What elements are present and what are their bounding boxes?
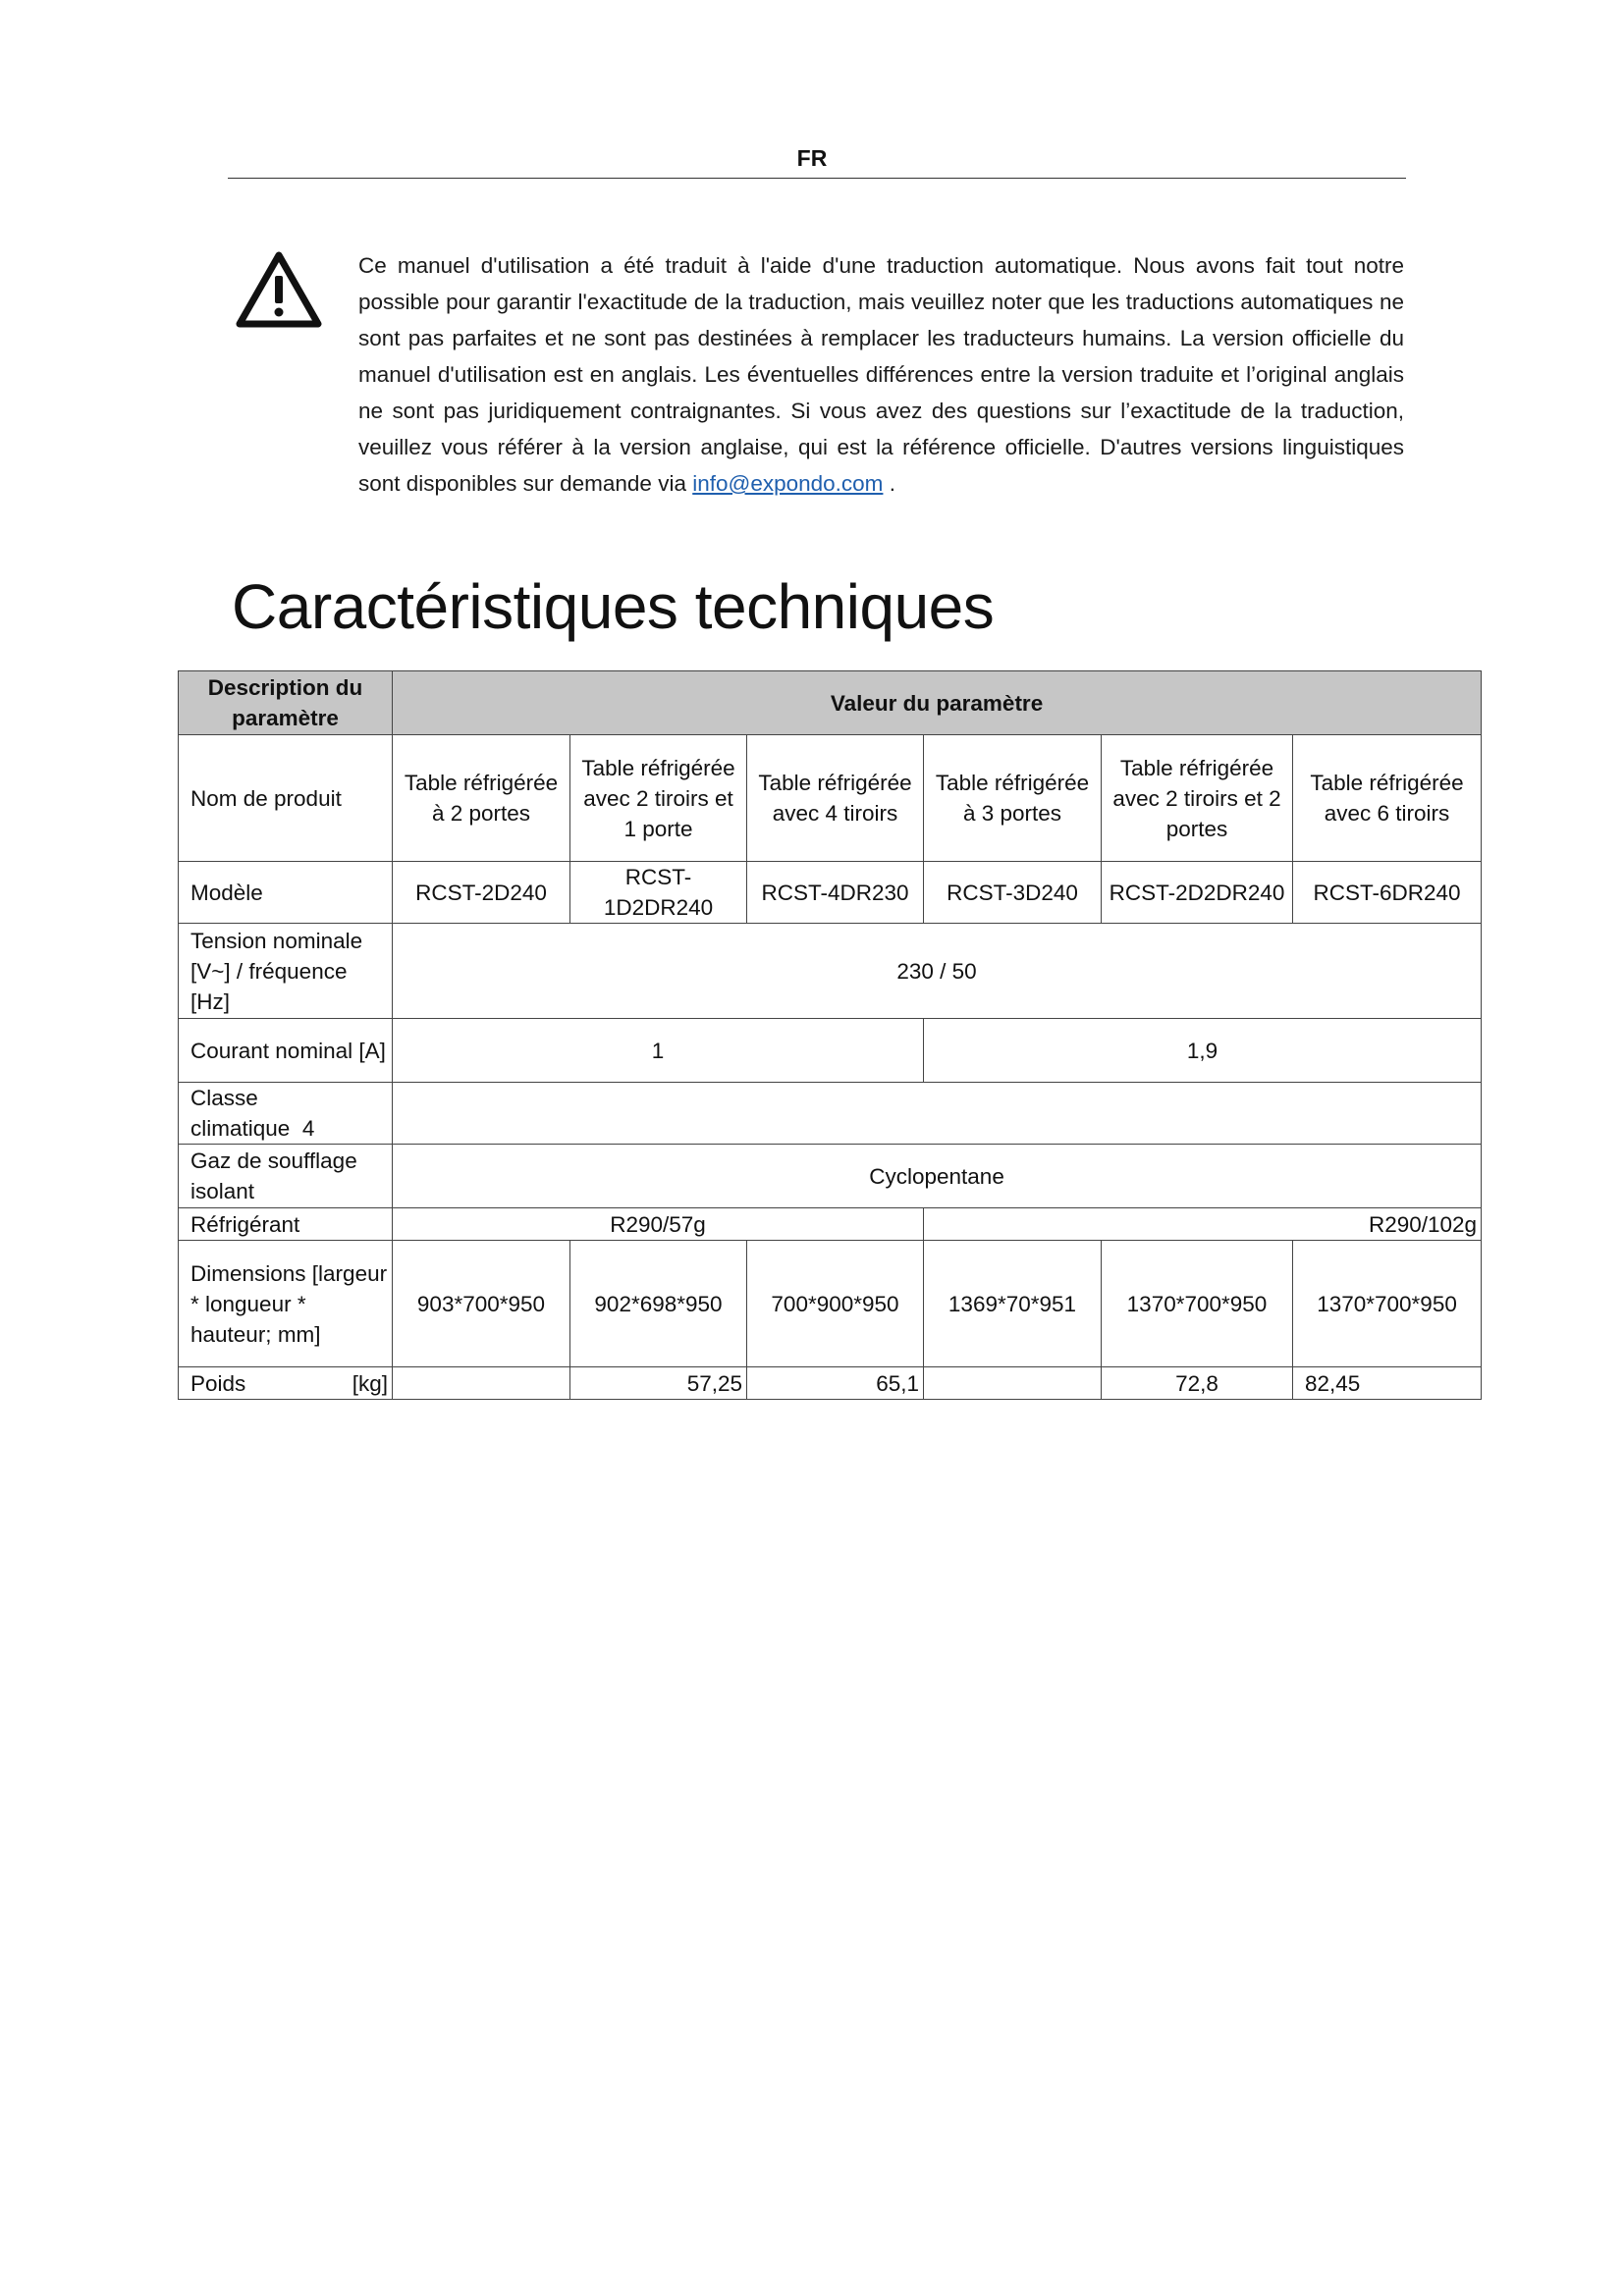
table-cell: 230 / 50	[393, 924, 1482, 1019]
table-cell: 1369*70*951	[924, 1241, 1102, 1367]
page-language-header: FR	[796, 145, 828, 171]
row-label	[179, 1367, 393, 1400]
table-cell: RCST-2D240	[393, 862, 570, 924]
notice-tail: .	[883, 471, 895, 496]
spec-table	[178, 670, 1482, 1400]
table-cell: 65,1	[747, 1367, 924, 1400]
table-cell: 1370*700*950	[1293, 1241, 1482, 1367]
table-row-tension	[179, 924, 1482, 1019]
translation-notice	[358, 247, 1404, 502]
table-cell: Table réfrigérée avec 2 tiroirs et 2 portes	[1102, 735, 1293, 862]
table-row-classe	[179, 1083, 1482, 1145]
table-row-refrigerant	[179, 1208, 1482, 1241]
header-description: Description du paramètre	[179, 671, 393, 735]
table-cell: RCST-6DR240	[1293, 862, 1482, 924]
table-cell	[924, 1367, 1102, 1400]
table-row-model	[179, 862, 1482, 924]
row-label: Nom de produit	[179, 735, 393, 862]
table-cell: Table réfrigérée à 2 portes	[393, 735, 570, 862]
table-cell: R290/57g	[393, 1208, 924, 1241]
table-cell: 903*700*950	[393, 1241, 570, 1367]
row-label: Tension nominale [V~] / fréquence [Hz]	[179, 924, 393, 1019]
table-row-gaz	[179, 1145, 1482, 1208]
classe-value: 4	[301, 1116, 315, 1141]
table-cell: RCST-2D2DR240	[1102, 862, 1293, 924]
table-cell: RCST-1D2DR240	[570, 862, 747, 924]
table-cell: 1,9	[924, 1019, 1482, 1083]
poids-unit: [kg]	[352, 1370, 388, 1396]
warning-icon	[236, 250, 322, 329]
table-cell: 902*698*950	[570, 1241, 747, 1367]
table-cell: Table réfrigérée avec 4 tiroirs	[747, 735, 924, 862]
header-divider	[228, 178, 1406, 179]
row-label: Courant nominal [A]	[179, 1019, 393, 1083]
header-value: Valeur du paramètre	[393, 671, 1482, 735]
table-cell: Cyclopentane	[393, 1145, 1482, 1208]
table-cell: 57,25	[570, 1367, 747, 1400]
table-cell: RCST-3D240	[924, 862, 1102, 924]
table-row-courant	[179, 1019, 1482, 1083]
section-title: Caractéristiques techniques	[232, 571, 995, 642]
table-row-dimensions	[179, 1241, 1482, 1367]
notice-text: Ce manuel d'utilisation a été traduit à l'aide d'une traduction automatique. Nous avons fait tout notre possible pour garantir l'exactitude de la traduction, mais veuillez noter que les traductions automatiques ne sont pas parfaites et ne sont pas destinées à remplacer les traducteurs humains. La version officielle du manuel d'utilisation est en anglais. Les éventuelles différences entre la version traduite et l’original anglais ne sont pas juridiquement contraignantes. Si vous avez des questions sur l’exactitude de la traduction, veuillez vous référer à la version anglaise, qui est la référence officielle. D'autres versions linguistiques sont disponibles sur demande via	[358, 253, 1404, 496]
table-cell: Table réfrigérée à 3 portes	[924, 735, 1102, 862]
table-cell: R290/102g	[924, 1208, 1482, 1241]
contact-email-link[interactable]: info@expondo.com	[692, 471, 884, 496]
table-header-row	[179, 671, 1482, 735]
row-label: Dimensions [largeur * longueur * hauteur; mm]	[179, 1241, 393, 1367]
table-cell	[393, 1083, 1482, 1145]
table-cell: Table réfrigérée avec 2 tiroirs et 1 porte	[570, 735, 747, 862]
row-label: Gaz de soufflage isolant	[179, 1145, 393, 1208]
table-cell: 72,8	[1102, 1367, 1293, 1400]
table-row-product	[179, 735, 1482, 862]
table-cell: 700*900*950	[747, 1241, 924, 1367]
row-label	[179, 1083, 393, 1145]
row-label-text: Poids	[190, 1370, 246, 1396]
table-cell: 1	[393, 1019, 924, 1083]
table-cell: 82,45	[1293, 1367, 1482, 1400]
table-cell: Table réfrigérée avec 6 tiroirs	[1293, 735, 1482, 862]
table-row-poids	[179, 1367, 1482, 1400]
table-cell	[393, 1367, 570, 1400]
row-label-text: Classe climatique	[190, 1086, 291, 1141]
row-label: Réfrigérant	[179, 1208, 393, 1241]
table-cell: RCST-4DR230	[747, 862, 924, 924]
row-label: Modèle	[179, 862, 393, 924]
table-cell: 1370*700*950	[1102, 1241, 1293, 1367]
